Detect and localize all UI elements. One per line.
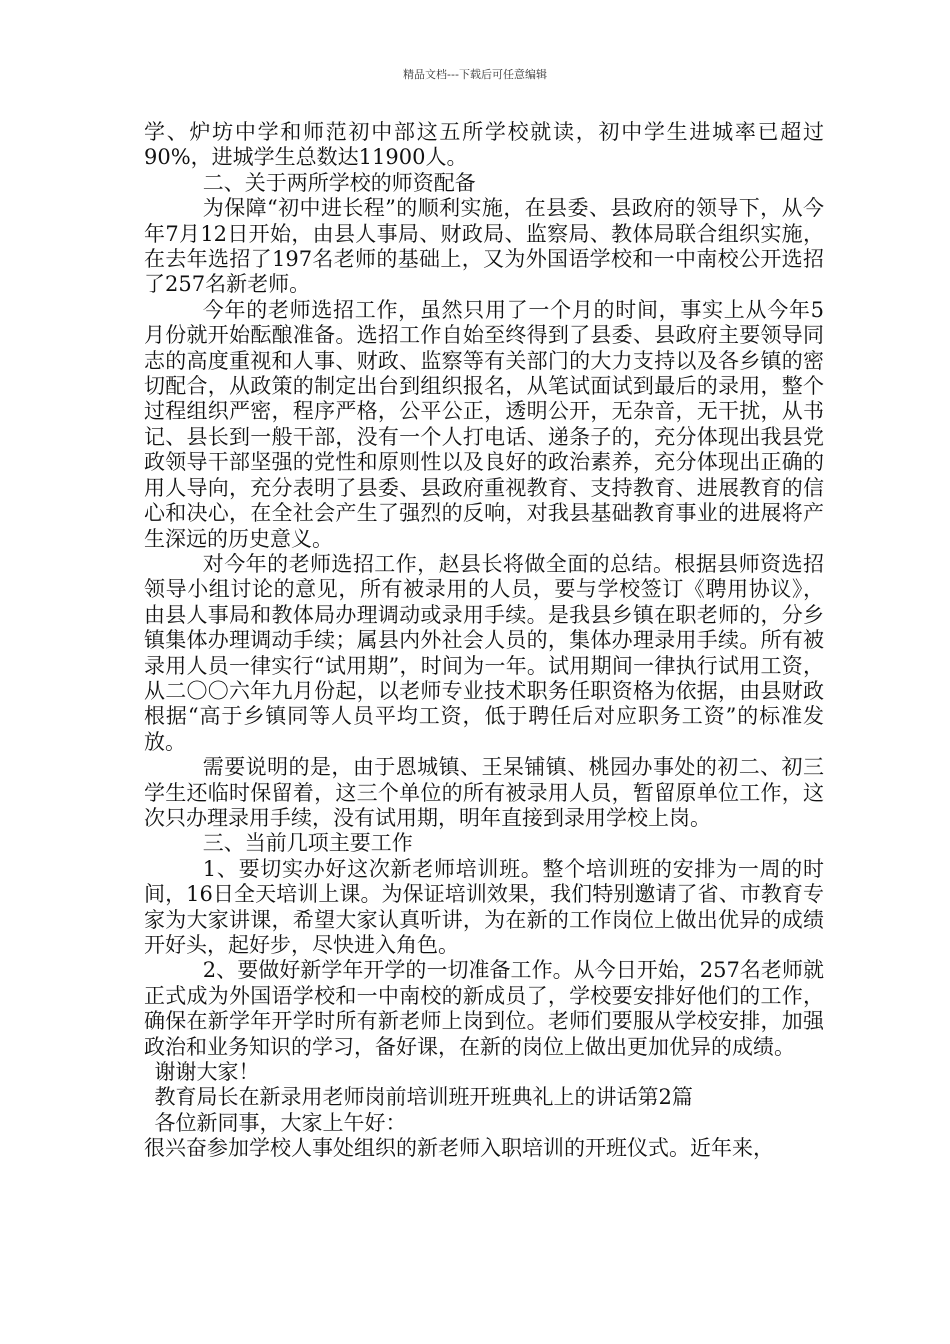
section-heading: 三、当前几项主要工作 bbox=[202, 831, 413, 856]
document-body bbox=[144, 120, 824, 1162]
paragraph: 2、要做好新学年开学的一切准备工作。从今日开始，257名老师就正式成为外国语学校和一中南校的新成员了，学校要安排好他们的工作，确保在新学年开学时所有新老师上岗到位。老师们要服从学校安排，加强政治和业务知识的学习，备好课，在新的岗位上做出更加优异的成绩。 bbox=[144, 958, 824, 1059]
paragraph: 很兴奋参加学校人事处组织的新老师入职培训的开班仪式。近年来， bbox=[144, 1136, 774, 1161]
paragraph: 今年的老师选招工作，虽然只用了一个月的时间，事实上从今年5月份就开始酝酿准备。选招工作自始至终得到了县委、县政府主要领导同志的高度重视和人事、财政、监察等有关部门的大力支持以及各乡镇的密切配合，从政策的制定出台到组织报名，从笔试面试到最后的录用，整个过程组织严密，程序严格，公平公正，透明公开，无杂音，无干扰，从书记、县长到一般干部，没有一个人打电话、递条子的，充分体现出我县党政领导干部坚强的党性和原则性以及良好的政治素养，充分体现出正确的用人导向，充分表明了县委、县政府重视教育、支持教育、进展教育的信心和决心，在全社会产生了强烈的反响，对我县基础教育事业的进展将产生深远的历史意义。 bbox=[144, 297, 824, 551]
paragraph: 1、要切实办好这次新老师培训班。整个培训班的安排为一周的时间，16日全天培训上课。为保证培训效果，我们特别邀请了省、市教育专家为大家讲课，希望大家认真听讲，为在新的工作岗位上做出优异的成绩开好头，起好步，尽快进入角色。 bbox=[144, 856, 824, 957]
paragraph: 为保障“初中进长程”的顺利实施，在县委、县政府的领导下，从今年7月12日开始，由县人事局、财政局、监察局、教体局联合组织实施，在去年选招了197名老师的基础上，又为外国语学校和一中南校公开选招了257名新老师。 bbox=[144, 196, 824, 297]
closing-line: 谢谢大家！ bbox=[154, 1060, 260, 1085]
article-title: 教育局长在新录用老师岗前培训班开班典礼上的讲话第2篇 bbox=[154, 1085, 693, 1110]
paragraph: 对今年的老师选招工作，赵县长将做全面的总结。根据县师资选招领导小组讨论的意见，所有被录用的人员，要与学校签订《聘用协议》，由县人事局和教体局办理调动或录用手续。是我县乡镇在职老师的，分乡镇集体办理调动手续；属县内外社会人员的，集体办理录用手续。所有被录用人员一律实行“试用期”，时间为一年。试用期间一律执行试用工资，从二〇〇六年九月份起，以老师专业技术职务任职资格为依据，由县财政根据“高于乡镇同等人员平均工资，低于聘任后对应职务工资”的标准发放。 bbox=[144, 551, 824, 754]
salutation: 各位新同事，大家上午好： bbox=[154, 1110, 407, 1135]
paragraph: 学、炉坊中学和师范初中部这五所学校就读，初中学生进城率已超过90%，进城学生总数达11900人。 bbox=[144, 120, 824, 170]
section-heading: 二、关于两所学校的师资配备 bbox=[202, 170, 476, 195]
page-header: 精品文档---下载后可任意编辑 bbox=[403, 68, 547, 81]
paragraph: 需要说明的是，由于恩城镇、王杲铺镇、桃园办事处的初二、初三学生还临时保留着，这三个单位的所有被录用人员，暂留原单位工作，这次只办理录用手续，没有试用期，明年直接到录用学校上岗。 bbox=[144, 755, 824, 830]
